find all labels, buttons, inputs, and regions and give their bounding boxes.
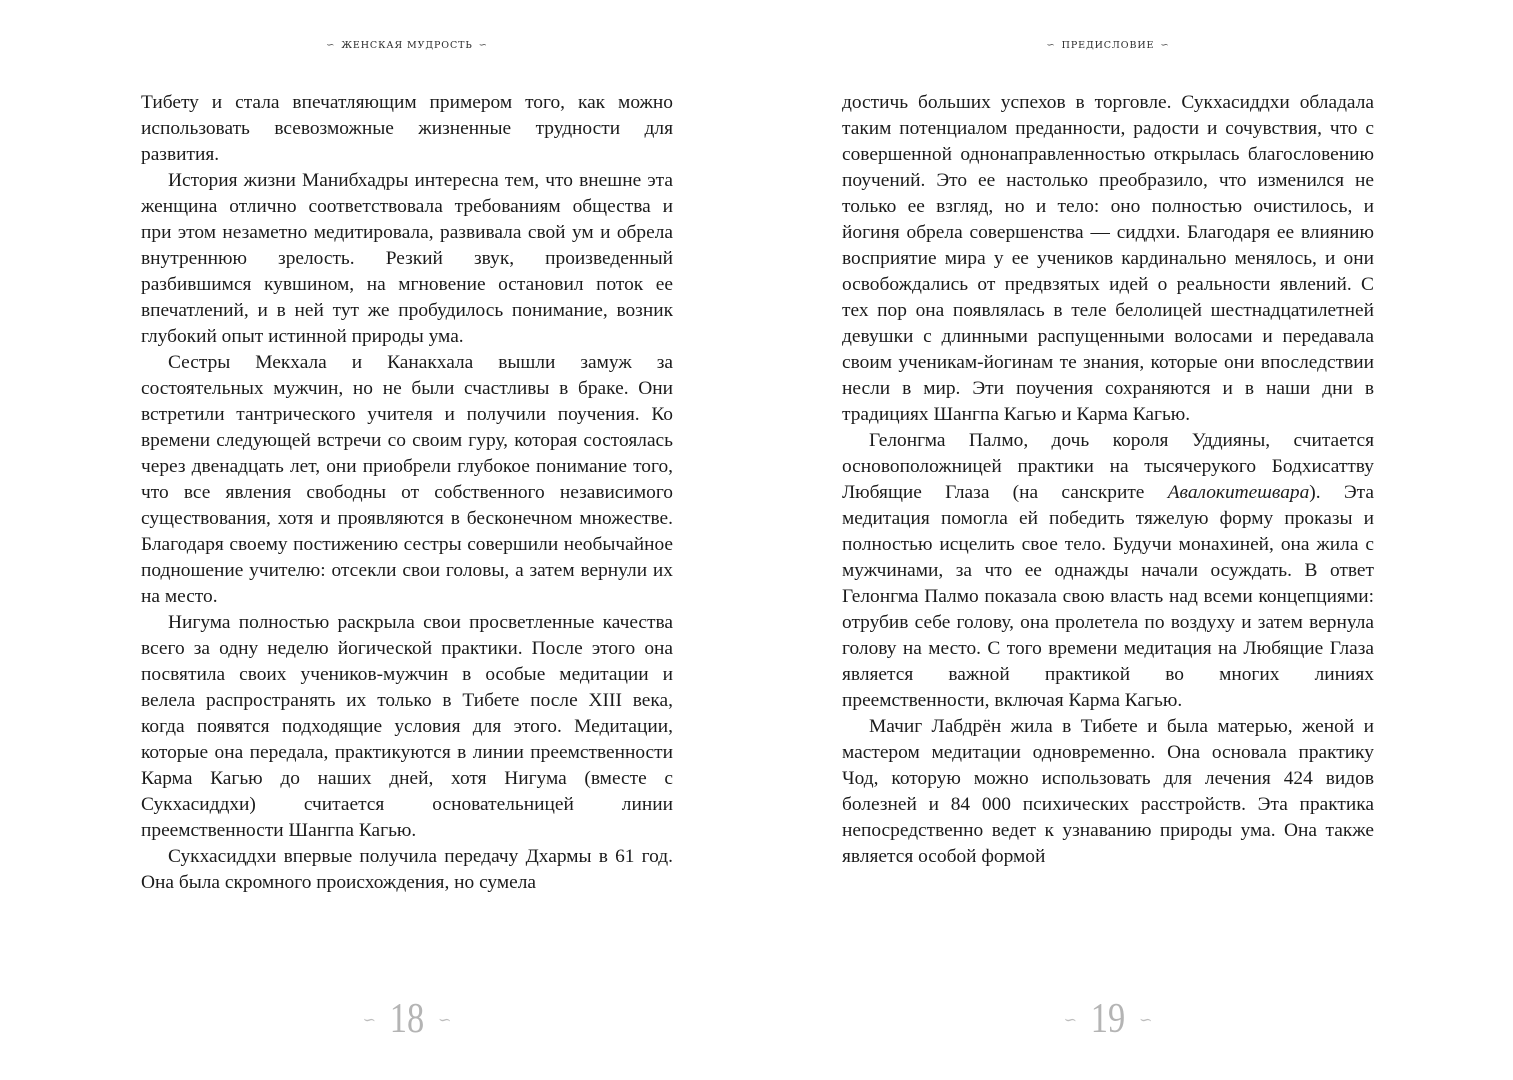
page-number: 18 — [389, 996, 425, 1042]
body-text-left — [141, 90, 673, 896]
paragraph: История жизни Манибхадры интересна тем, что внешне эта женщина отлично соответствовала требованиям общества и при этом незаметно медитировала, развивала свой ум и обрела внутреннюю зрелость. Резкий звук, произведенный разбившимся кувшином, на мгновение остановил поток ее впечатлений, и в ней тут же пробудилось понимание, возник глубокий опыт истинной природы ума. — [141, 170, 673, 347]
page-number: 19 — [1090, 996, 1126, 1042]
paragraph: Мачиг Лабдрён жила в Тибете и была матерью, женой и мастером медитации одновременно. Она основала практику Чод, которую можно использовать для лечения 424 видов болезней и 84 000 психических расстройств. Эта практика непосредственно ведет к узнаванию природы ума. Она также является особой формой — [842, 716, 1374, 867]
paragraph: Нигума полностью раскрыла свои просветленные качества всего за одну неделю йогической практики. После этого она посвятила своих учеников-мужчин в особые медитации и велела распространять их только в Тибете после XIII века, когда появятся подходящие условия для этого. Медитации, которые она передала, практикуются в линии преемственности Карма Кагью до наших дней, хотя Нигума (вместе с Сукхасиддхи) считается основательницей линии преемственности Шангпа Кагью. — [141, 612, 673, 841]
right-page — [757, 0, 1513, 1080]
swash-ornament: ∽ — [1160, 40, 1170, 51]
paragraph: Сукхасиддхи впервые получила передачу Дхармы в 61 год. Она была скромного происхождения, но сумела — [141, 846, 673, 893]
page-number-right — [842, 997, 1374, 1045]
paragraph: достичь больших успехов в торговле. Сукхасиддхи обладала таким потенциалом преданности, радости и сочувствия, что с совершенной однонаправленностью открылась благословению поучений. Это ее настолько преобразило, что изменился не только ее взгляд, но и тело: оно полностью очистилось, и йогиня обрела совершенства — сиддхи. Благодаря ее влиянию восприятие мира у ее учеников кардинально менялось, и они освобождались от предвзятых идей о реальности явлений. С тех пор она появлялась в теле белолицей шестнадцатилетней девушки с длинными распущенными волосами и передавала своим ученикам-йогинам те знания, которые они впоследствии несли в мир. Эти поучения сохраняются и в наши дни в традициях Шангпа Кагью и Карма Кагью. — [842, 92, 1374, 425]
swash-ornament: ∽ — [1139, 1010, 1153, 1029]
running-head-right — [842, 40, 1374, 51]
swash-ornament: ∽ — [438, 1010, 452, 1029]
paragraph-text: ). Эта медитация помогла ей победить тяжелую форму проказы и полностью исцелить свое тело. Будучи монахиней, она жила с мужчинами, за что ее однажды начали осуждать. В ответ Гелонгма Палмо показала свою власть над всеми концепциями: отрубив себе голову, она пролетела по воздуху и затем вернула голову на место. С того времени медитация на Любящие Глаза является важной практикой во многих линиях преемственности, включая Карма Кагью. — [842, 482, 1374, 711]
paragraph: Сестры Мекхала и Канакхала вышли замуж за состоятельных мужчин, но не были счастливы в браке. Они встретили тантрического учителя и получили поучения. Ко времени следующей встречи со своим гуру, которая состоялась через двенадцать лет, они приобрели глубокое понимание того, что все явления свободны от собственного независимого существования, хотя и проявляются в бесконечном множестве. Благодаря своему постижению сестры совершили необычайное подношение учителю: отсекли свои головы, а затем вернули их на место. — [141, 352, 673, 607]
swash-ornament: ∽ — [1063, 1010, 1077, 1029]
italic-term: Авалокитешвара — [1167, 482, 1310, 503]
swash-ornament: ∽ — [326, 40, 336, 51]
swash-ornament: ∽ — [1046, 40, 1056, 51]
body-text-right — [842, 90, 1374, 870]
running-head-title: ПРЕДИСЛОВИЕ — [1061, 40, 1155, 51]
paragraph — [842, 428, 1374, 714]
paragraph: Тибету и стала впечатляющим примером того, как можно использовать всевозможные жизненные трудности для развития. — [141, 92, 673, 165]
paragraph-text: Гелонгма Палмо, дочь короля Уддияны, считается основоположницей практики на тысячерукого Бодхисаттву Любящие Глаза (на санскрите — [842, 430, 1374, 503]
swash-ornament: ∽ — [478, 40, 488, 51]
left-page — [0, 0, 756, 1080]
running-head-title: ЖЕНСКАЯ МУДРОСТЬ — [341, 40, 473, 51]
page-number-left — [141, 997, 673, 1045]
running-head-left — [141, 40, 673, 51]
swash-ornament: ∽ — [362, 1010, 376, 1029]
